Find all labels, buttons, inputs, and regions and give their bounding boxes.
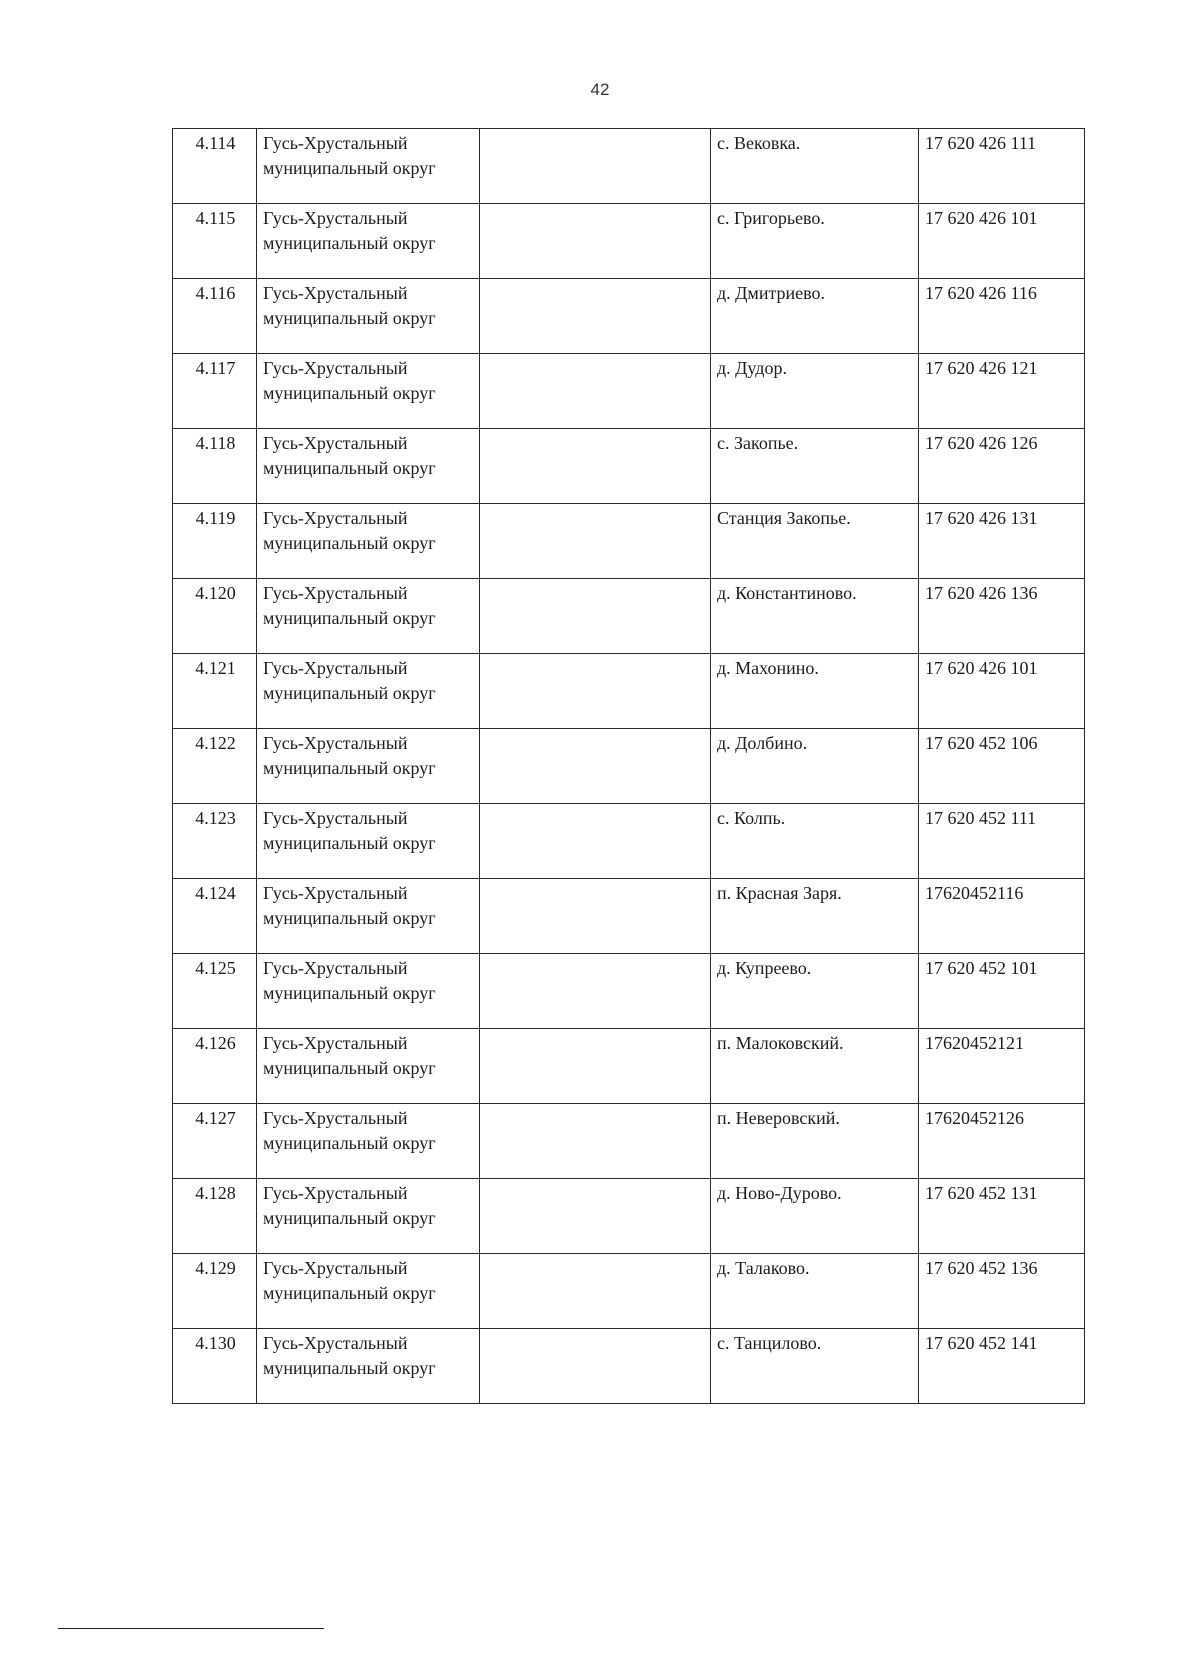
row-number-cell	[173, 954, 257, 1029]
row-number-text: 4.120	[195, 583, 236, 603]
row-number-text: 4.115	[195, 208, 236, 228]
row-number-text: 4.122	[195, 733, 236, 753]
row-number-cell	[173, 1254, 257, 1329]
oktmo-code-cell	[919, 1179, 1085, 1254]
oktmo-code-text: 17 620 452 101	[925, 958, 1038, 978]
row-number-text: 4.117	[195, 358, 236, 378]
table-row	[173, 879, 1085, 954]
settlement-cell	[711, 1254, 919, 1329]
oktmo-code-text: 17 620 426 126	[925, 433, 1038, 453]
row-number-cell	[173, 654, 257, 729]
district-cell	[257, 879, 480, 954]
district-text: Гусь-Хрустальный муниципальный округ	[263, 583, 436, 628]
oktmo-code-text: 17620452126	[925, 1108, 1024, 1128]
settlement-text: д. Купреево.	[717, 958, 812, 978]
settlement-cell	[711, 429, 919, 504]
oktmo-code-text: 17 620 452 111	[925, 808, 1037, 828]
settlement-text: с. Вековка.	[717, 133, 801, 153]
row-number-cell	[173, 504, 257, 579]
row-number-text: 4.119	[195, 508, 236, 528]
blank-cell	[480, 1329, 711, 1404]
table-row	[173, 1329, 1085, 1404]
district-cell	[257, 1029, 480, 1104]
row-number-text: 4.128	[195, 1183, 236, 1203]
oktmo-code-text: 17 620 426 136	[925, 583, 1038, 603]
oktmo-code-text: 17 620 426 121	[925, 358, 1038, 378]
blank-cell	[480, 954, 711, 1029]
blank-cell	[480, 429, 711, 504]
oktmo-code-cell	[919, 1329, 1085, 1404]
settlement-text: п. Малоковский.	[717, 1033, 844, 1053]
oktmo-code-cell	[919, 654, 1085, 729]
row-number-cell	[173, 1179, 257, 1254]
blank-cell	[480, 504, 711, 579]
row-number-cell	[173, 354, 257, 429]
table-row	[173, 729, 1085, 804]
table-row	[173, 579, 1085, 654]
oktmo-code-text: 17 620 426 101	[925, 208, 1038, 228]
blank-cell	[480, 129, 711, 204]
table-row	[173, 129, 1085, 204]
row-number-cell	[173, 129, 257, 204]
district-text: Гусь-Хрустальный муниципальный округ	[263, 1033, 436, 1078]
settlement-cell	[711, 279, 919, 354]
row-number-text: 4.124	[195, 883, 236, 903]
settlement-cell	[711, 204, 919, 279]
oktmo-code-cell	[919, 129, 1085, 204]
settlement-cell	[711, 1104, 919, 1179]
row-number-text: 4.121	[195, 658, 236, 678]
district-text: Гусь-Хрустальный муниципальный округ	[263, 433, 436, 478]
district-cell	[257, 1179, 480, 1254]
oktmo-code-cell	[919, 804, 1085, 879]
settlement-cell	[711, 129, 919, 204]
oktmo-code-text: 17 620 426 116	[925, 283, 1037, 303]
oktmo-code-cell	[919, 279, 1085, 354]
settlement-text: д. Константиново.	[717, 583, 857, 603]
district-text: Гусь-Хрустальный муниципальный округ	[263, 208, 436, 253]
table-row	[173, 354, 1085, 429]
page-number: 42	[590, 80, 610, 99]
table-row	[173, 279, 1085, 354]
table-row	[173, 1254, 1085, 1329]
district-cell	[257, 504, 480, 579]
district-cell	[257, 954, 480, 1029]
settlement-cell	[711, 804, 919, 879]
blank-cell	[480, 204, 711, 279]
settlement-cell	[711, 354, 919, 429]
table-row	[173, 804, 1085, 879]
footnote-rule	[58, 1628, 324, 1629]
district-cell	[257, 429, 480, 504]
district-text: Гусь-Хрустальный муниципальный округ	[263, 1258, 436, 1303]
settlement-text: с. Григорьево.	[717, 208, 825, 228]
settlement-text: п. Красная Заря.	[717, 883, 842, 903]
row-number-text: 4.114	[195, 133, 236, 153]
oktmo-code-text: 17 620 452 106	[925, 733, 1038, 753]
settlement-text: с. Закопье.	[717, 433, 799, 453]
settlement-text: д. Дудор.	[717, 358, 787, 378]
row-number-text: 4.126	[195, 1033, 236, 1053]
row-number-cell	[173, 1029, 257, 1104]
row-number-text: 4.116	[195, 283, 236, 303]
oktmo-code-text: 17620452121	[925, 1033, 1024, 1053]
table-row	[173, 504, 1085, 579]
settlement-text: с. Колпь.	[717, 808, 786, 828]
row-number-text: 4.127	[195, 1108, 236, 1128]
oktmo-code-cell	[919, 729, 1085, 804]
oktmo-code-cell	[919, 429, 1085, 504]
oktmo-code-text: 17 620 426 111	[925, 133, 1037, 153]
settlement-text: с. Танцилово.	[717, 1333, 822, 1353]
district-cell	[257, 204, 480, 279]
settlement-cell	[711, 1179, 919, 1254]
blank-cell	[480, 654, 711, 729]
row-number-text: 4.125	[195, 958, 236, 978]
settlement-cell	[711, 879, 919, 954]
settlement-cell	[711, 1029, 919, 1104]
blank-cell	[480, 354, 711, 429]
row-number-text: 4.118	[195, 433, 236, 453]
settlement-text: д. Ново-Дурово.	[717, 1183, 842, 1203]
district-cell	[257, 1254, 480, 1329]
oktmo-code-cell	[919, 1104, 1085, 1179]
blank-cell	[480, 579, 711, 654]
blank-cell	[480, 1179, 711, 1254]
district-text: Гусь-Хрустальный муниципальный округ	[263, 808, 436, 853]
settlement-cell	[711, 729, 919, 804]
row-number-cell	[173, 879, 257, 954]
oktmo-code-text: 17620452116	[925, 883, 1024, 903]
settlement-text: д. Дмитриево.	[717, 283, 826, 303]
district-text: Гусь-Хрустальный муниципальный округ	[263, 1333, 436, 1378]
settlement-cell	[711, 1329, 919, 1404]
table-row	[173, 429, 1085, 504]
row-number-cell	[173, 1329, 257, 1404]
oktmo-code-text: 17 620 426 131	[925, 508, 1038, 528]
oktmo-code-text: 17 620 426 101	[925, 658, 1038, 678]
district-text: Гусь-Хрустальный муниципальный округ	[263, 733, 436, 778]
district-cell	[257, 654, 480, 729]
district-cell	[257, 1104, 480, 1179]
oktmo-code-cell	[919, 879, 1085, 954]
blank-cell	[480, 279, 711, 354]
row-number-text: 4.123	[195, 808, 236, 828]
oktmo-code-cell	[919, 504, 1085, 579]
table-body	[173, 129, 1085, 1404]
oktmo-code-cell	[919, 1254, 1085, 1329]
row-number-cell	[173, 279, 257, 354]
district-text: Гусь-Хрустальный муниципальный округ	[263, 658, 436, 703]
district-cell	[257, 279, 480, 354]
oktmo-code-text: 17 620 452 131	[925, 1183, 1038, 1203]
table-row	[173, 1104, 1085, 1179]
settlement-cell	[711, 579, 919, 654]
settlement-text: д. Махонино.	[717, 658, 819, 678]
district-cell	[257, 129, 480, 204]
district-cell	[257, 1329, 480, 1404]
row-number-cell	[173, 729, 257, 804]
oktmo-code-cell	[919, 1029, 1085, 1104]
district-text: Гусь-Хрустальный муниципальный округ	[263, 958, 436, 1003]
row-number-cell	[173, 1104, 257, 1179]
blank-cell	[480, 1254, 711, 1329]
row-number-cell	[173, 204, 257, 279]
settlements-table	[172, 128, 1085, 1404]
district-text: Гусь-Хрустальный муниципальный округ	[263, 283, 436, 328]
settlement-cell	[711, 504, 919, 579]
district-cell	[257, 804, 480, 879]
blank-cell	[480, 1029, 711, 1104]
district-text: Гусь-Хрустальный муниципальный округ	[263, 508, 436, 553]
oktmo-code-cell	[919, 579, 1085, 654]
settlement-text: Станция Закопье.	[717, 508, 851, 528]
row-number-cell	[173, 429, 257, 504]
district-text: Гусь-Хрустальный муниципальный округ	[263, 133, 436, 178]
oktmo-code-cell	[919, 954, 1085, 1029]
row-number-text: 4.129	[195, 1258, 236, 1278]
oktmo-code-text: 17 620 452 136	[925, 1258, 1038, 1278]
blank-cell	[480, 1104, 711, 1179]
row-number-cell	[173, 579, 257, 654]
district-cell	[257, 354, 480, 429]
table-row	[173, 654, 1085, 729]
settlement-text: д. Талаково.	[717, 1258, 810, 1278]
district-text: Гусь-Хрустальный муниципальный округ	[263, 883, 436, 928]
row-number-text: 4.130	[195, 1333, 236, 1353]
district-text: Гусь-Хрустальный муниципальный округ	[263, 358, 436, 403]
district-cell	[257, 579, 480, 654]
settlement-text: д. Долбино.	[717, 733, 808, 753]
settlement-cell	[711, 654, 919, 729]
blank-cell	[480, 729, 711, 804]
district-text: Гусь-Хрустальный муниципальный округ	[263, 1183, 436, 1228]
district-text: Гусь-Хрустальный муниципальный округ	[263, 1108, 436, 1153]
oktmo-code-cell	[919, 204, 1085, 279]
settlement-text: п. Неверовский.	[717, 1108, 840, 1128]
table-row	[173, 1179, 1085, 1254]
table-row	[173, 954, 1085, 1029]
row-number-cell	[173, 804, 257, 879]
settlement-cell	[711, 954, 919, 1029]
district-cell	[257, 729, 480, 804]
blank-cell	[480, 804, 711, 879]
table-row	[173, 1029, 1085, 1104]
oktmo-code-text: 17 620 452 141	[925, 1333, 1038, 1353]
table-row	[173, 204, 1085, 279]
blank-cell	[480, 879, 711, 954]
oktmo-code-cell	[919, 354, 1085, 429]
